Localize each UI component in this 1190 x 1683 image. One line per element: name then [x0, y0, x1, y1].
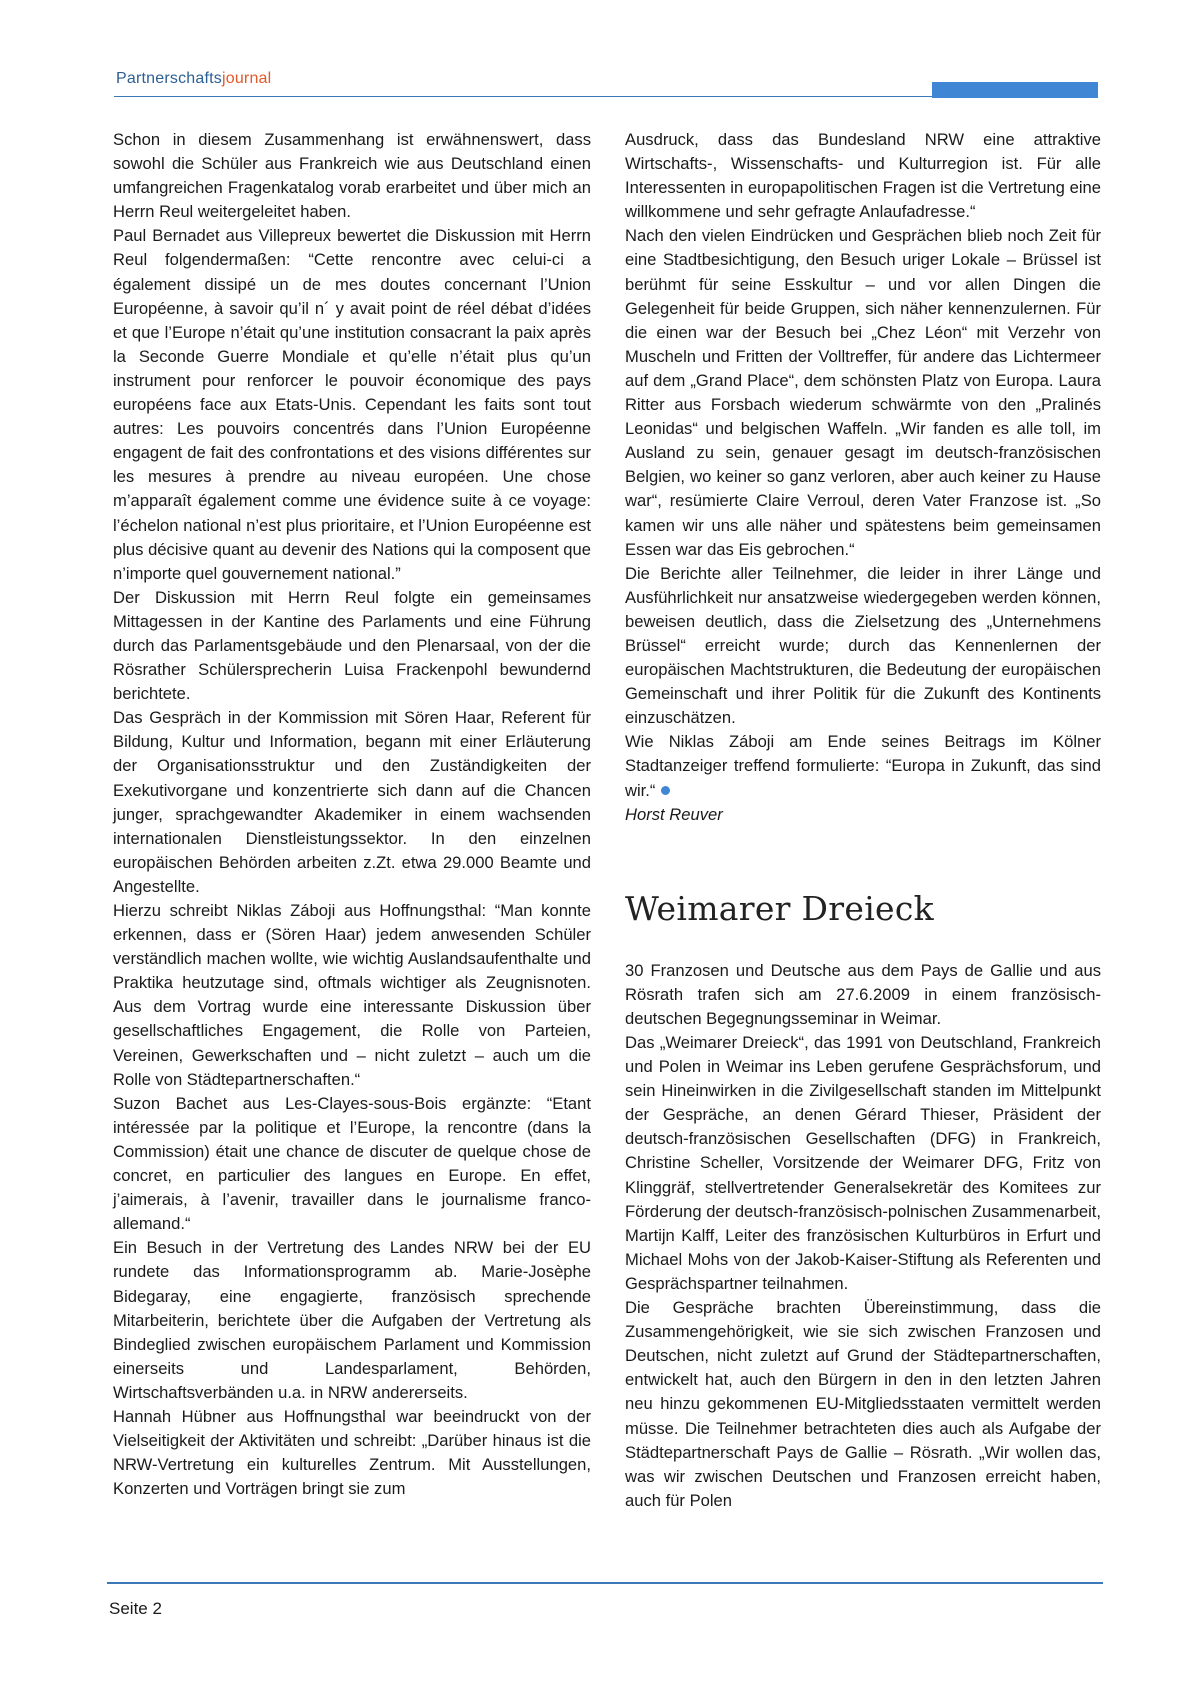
right-column	[625, 128, 1101, 1513]
paragraph: Nach den vielen Eindrücken und Gesprächen blieb noch Zeit für eine Stadtbesichtigung, den Besuch uriger Lokale – Brüssel ist berühmt für seine Esskultur – und vor allen Dingen die Gelegenheit für beide Gruppen, sich näher kennenzulernen. Für die einen war der Besuch bei „Chez Léon“ mit Verzehr von Muscheln und Fritten der Volltreffer, für andere das Lichtermeer auf dem „Grand Place“, dem schönsten Platz von Europa. Laura Ritter aus Forsbach wiederum schwärmte von den „Pralinés Leonidas“ und belgischen Waffeln. „Wir fanden es alle toll, im Ausland zu sein, genauer gesagt im deutsch-französischen Belgien, wo keiner so ganz verloren, aber auch keiner zu Hause war“, resümierte Claire Verroul, deren Vater Franzose ist. „So kamen wir uns alle näher und spätestens beim gemeinsamen Essen war das Eis gebrochen.“	[625, 226, 1101, 559]
paragraph: Der Diskussion mit Herrn Reul folgte ein gemeinsames Mittagessen in der Kantine des Parlaments und eine Führung durch das Parlamentsgebäude und den Plenarsaal, von der die Rösrather Schülersprecherin Luisa Frackenpohl bewundernd berichtete.	[113, 587, 591, 704]
page-footer	[107, 1582, 1103, 1622]
paragraph: Paul Bernadet aus Villepreux bewertet die Diskussion mit Herrn Reul folgendermaßen: “Cette rencontre avec celui-ci a également dissipé un de mes doutes concernant l’Union Européenne, à savoir qu’il n´ y avait point de réel débat d’idées et que l’Europe n’était qu’une institution consacrant la paix après la Seconde Guerre Mondiale et qu’elle n’était plus qu’un instrument pour renforcer le pouvoir économique des pays européens face aux Etats-Unis. Cependant les faits sont tout autres: Les pouvoirs concentrés dans l’Union Européenne engagent de fait des confrontations et des visions différentes sur les mesures à prendre au niveau européen. Une chose m’apparaît également comme une évidence suite à ce voyage: l’échelon national n’est plus prioritaire, et l’Union Européenne est plus décisive quant au devenir des Nations qui la composent que n’importe quel gouvernement national.”	[113, 226, 591, 583]
page-header	[114, 68, 1098, 102]
paragraph: Schon in diesem Zusammenhang ist erwähnenswert, dass sowohl die Schüler aus Frankreich wie aus Deutschland einen umfangreichen Fragenkatalog vorab erarbeitet und über mich an Herrn Reul weitergeleitet haben.	[113, 130, 591, 222]
author-signature: Horst Reuver	[625, 804, 723, 824]
paragraph: Ausdruck, dass das Bundesland NRW eine attraktive Wirtschafts-, Wissenschafts- und Kulturregion ist. Für alle Interessenten in europapolitischen Fragen ist die Vertretung eine willkommene und sehr gefragte Anlaufadresse.“	[625, 130, 1101, 222]
closing-text: Wie Niklas Záboji am Ende seines Beitrags im Kölner Stadtanzeiger treffend formulierte: “Europa in Zukunft, das sind wir.“	[625, 732, 1101, 800]
header-accent-block	[932, 82, 1098, 98]
journal-title-part1: Partnerschafts	[116, 70, 222, 87]
paragraph: Die Berichte aller Teilnehmer, die leider in ihrer Länge und Ausführlichkeit nur ansatzweise wiedergegeben werden können, beweisen deutlich, dass die Zielsetzung des „Unternehmens Brüssel“ erreicht wurde; durch das Kennenlernen der europäischen Machtstrukturen, die Bedeutung der europäischen Gemeinschaft und ihrer Politik für die Zukunft des Kontinents einzuschätzen.	[625, 563, 1101, 728]
section-title: Weimarer Dreieck	[625, 888, 934, 928]
paragraph: Das „Weimarer Dreieck“, das 1991 von Deutschland, Frankreich und Polen in Weimar ins Leben gerufene Gesprächsforum, und sein Hineinwirken in die Zivilgesellschaft standen im Mittelpunkt der Gespräche, an denen Gérard Thieser, Präsident der deutsch-französischen Gesellschaften (DFG) in Frankreich, Christine Scheller, Vorsitzende der Weimarer DFG, Fritz von Klinggräf, stellvertretender Generalsekretär des Komitees zur Förderung der deutsch-französisch-polnischen Zusammenarbeit, Martijn Kalff, Leiter des französischen Kulturbüros in Erfurt und Michael Mohs von der Jakob-Kaiser-Stiftung als Referenten und Gesprächspartner teilnahmen.	[625, 1033, 1101, 1293]
closing-paragraph	[625, 730, 1101, 802]
paragraph: Suzon Bachet aus Les-Clayes-sous-Bois ergänzte: “Etant intéressée par la politique et l’Europe, la rencontre (dans la Commission) était une chance de discuter de quelque chose de concret, en particulier des langues en Europe. En effet, j’aimerais, à l’avenir, travailler dans le journalisme franco-allemand.“	[113, 1093, 591, 1234]
left-column	[113, 128, 591, 1501]
paragraph: Hierzu schreibt Niklas Záboji aus Hoffnungsthal: “Man konnte erkennen, dass er (Sören Haar) jedem anwesenden Schüler verständlich machen wollte, wie wichtig Auslandsaufenthalte und Praktika heutzutage sind, oftmals wichtiger als Zeugnisnoten. Aus dem Vortrag wurde eine interessante Diskussion über gesellschaftliches Engagement, die Rolle von Parteien, Vereinen, Gewerkschaften und – nicht zuletzt – auch um die Rolle von Städtepartnerschaften.“	[113, 901, 591, 1089]
journal-title-part2: journal	[221, 70, 272, 87]
paragraph: 30 Franzosen und Deutsche aus dem Pays de Gallie und aus Rösrath trafen sich am 27.6.2009 in einem französisch-deutschen Begegnungsseminar in Weimar.	[625, 960, 1101, 1028]
article-end-dot-icon	[661, 786, 670, 795]
paragraph: Das Gespräch in der Kommission mit Sören Haar, Referent für Bildung, Kultur und Information, begann mit einer Erläuterung der Organisationsstruktur und den Zuständigkeiten der Exekutivorgane und konzentrierte sich dann auf die Chancen junger, sprachgewandter Akademiker in einem wachsenden internationalen Dienstleistungssektor. In den einzelnen europäischen Behörden arbeiten z.Zt. etwa 29.000 Beamte und Angestellte.	[113, 708, 591, 896]
paragraph: Hannah Hübner aus Hoffnungsthal war beeindruckt von der Vielseitigkeit der Aktivitäten und schreibt: „Darüber hinaus ist die NRW-Vertretung ein kulturelles Zentrum. Mit Ausstellungen, Konzerten und Vorträgen bringt sie zum	[113, 1406, 591, 1499]
page-number: Seite 2	[109, 1599, 162, 1618]
paragraph: Ein Besuch in der Vertretung des Landes NRW bei der EU rundete das Informationsprogramm ab. Marie-Josèphe Bidegaray, eine engagierte, französisch sprechende Mitarbeiterin, berichtete über die Aufgaben der Vertretung als Bindeglied zwischen europäischem Parlament und Kommission einerseits und Landesparlament, Behörden, Wirtschaftsverbänden u.a. in NRW andererseits.	[113, 1238, 591, 1402]
paragraph: Die Gespräche brachten Übereinstimmung, dass die Zusammengehörigkeit, wie sie sich zwischen Franzosen und Deutschen, nicht zuletzt auf Grund der Städtepartnerschaften, entwickelt hat, auch den Bürgern in den in den letzten Jahren neu hinzu gekommenen EU-Mitgliedsstaaten vermittelt werden müsse. Die Teilnehmer betrachteten dies auch als Aufgabe der Städtepartnerschaft Pays de Gallie – Rösrath. „Wir wollen das, was wir zwischen Deutschen und Franzosen erreicht haben, auch für Polen	[625, 1298, 1101, 1510]
footer-rule	[107, 1582, 1103, 1584]
journal-title	[116, 70, 271, 88]
